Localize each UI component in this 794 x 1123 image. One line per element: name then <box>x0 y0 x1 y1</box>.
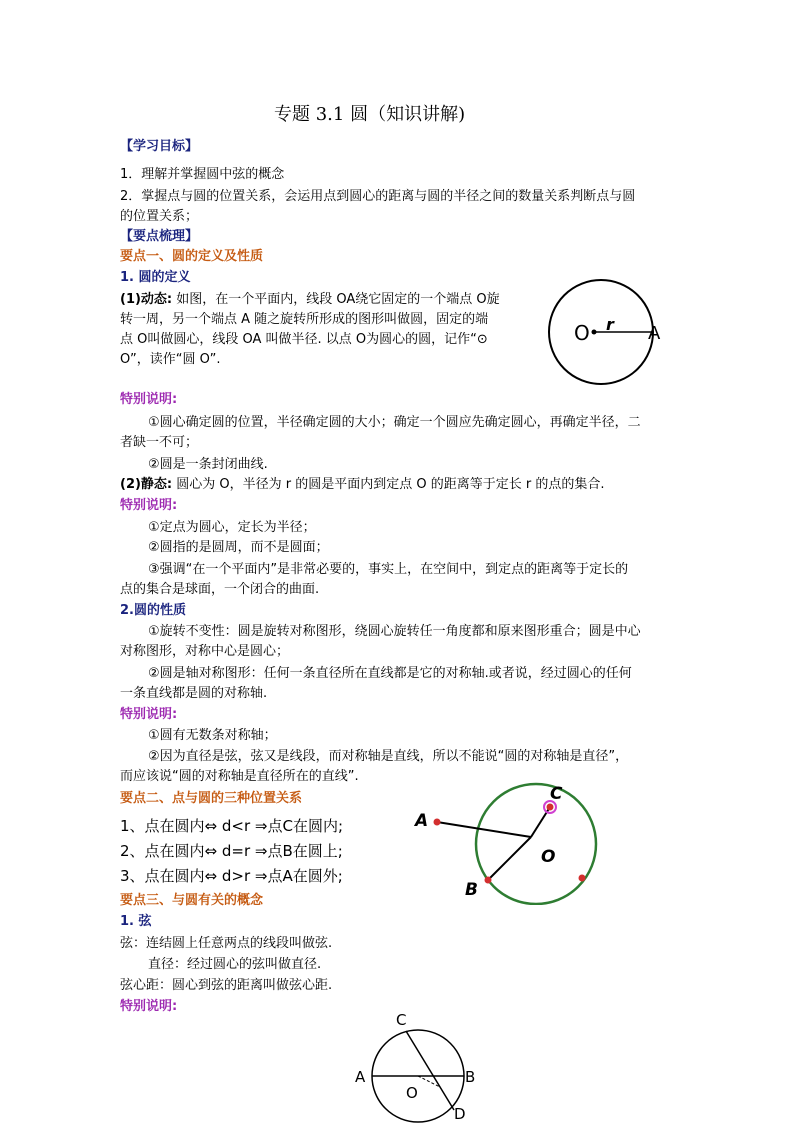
static-line: (2)静态: 圆心为 O，半径为 r 的圆是平面内到定点 O 的距离等于定长 r 的点的集合. <box>120 477 605 492</box>
note-line: 而应该说“圆的对称轴是直径所在的直线”. <box>120 769 359 784</box>
label-a: A <box>415 811 429 831</box>
prop-line: 对称图形，对称中心是圆心； <box>120 644 290 659</box>
note-line: 点的集合是球面，一个闭合的曲面. <box>120 582 320 597</box>
prop-line: ①旋转不变性：圆是旋转对称图形，绕圆心旋转任一角度都和原来图形重合；圆是中心 <box>148 624 641 639</box>
relation-line: 2、点在圆内⇔ d=r ⇒点B在圆上; <box>120 842 343 860</box>
note-label: 特别说明: <box>120 392 178 407</box>
definition-line: 弦心距：圆心到弦的距离叫做弦心距. <box>120 978 333 993</box>
note-label: 特别说明: <box>120 498 178 513</box>
relation-line: 3、点在圆内⇔ d>r ⇒点A在圆外; <box>120 867 343 885</box>
subheading: 1. 弦 <box>120 914 152 929</box>
note-line: ①圆心确定圆的位置，半径确定圆的大小；确定一个圆应先确定圆心，再确定半径，二 <box>148 415 641 430</box>
dynamic-line: (1)动态: 如图，在一个平面内，线段 OA绕它固定的一个端点 O旋 <box>120 292 500 307</box>
point-position-figure <box>405 780 615 905</box>
section-heading: 要点二、点与圆的三种位置关系 <box>120 791 303 806</box>
dynamic-line: 点 O叫做圆心，线段 OA 叫做半径. 以点 O为圆心的圆，记作“⊙ <box>120 332 488 347</box>
note-line: ②圆指的是圆周，而不是圆面； <box>148 540 329 555</box>
definition-line: 弦：连结圆上任意两点的线段叫做弦. <box>120 936 333 951</box>
relation-line: 1、点在圆内⇔ d<r ⇒点C在圆内; <box>120 817 344 835</box>
goal-line: 的位置关系； <box>120 209 199 224</box>
section-heading: 要点三、与圆有关的概念 <box>120 893 264 908</box>
goals-header: 【学习目标】 <box>120 139 199 154</box>
note-line: ①定点为圆心，定长为半径； <box>148 520 316 535</box>
page-title: 专题 3.1 圆（知识讲解) <box>274 104 466 125</box>
prop-line: 一条直线都是圆的对称轴. <box>120 686 268 701</box>
outline-header: 【要点梳理】 <box>120 229 199 244</box>
label-o: O <box>541 847 556 867</box>
note-line: ①圆有无数条对称轴； <box>148 728 277 743</box>
label-d: D <box>454 1105 466 1123</box>
label-b: B <box>465 880 478 900</box>
circle-figure-1 <box>530 278 680 388</box>
label-c: C <box>550 784 563 804</box>
label-a: A <box>355 1068 366 1086</box>
note-line: ②圆是一条封闭曲线. <box>148 457 268 472</box>
label-o: O <box>574 321 590 345</box>
goal-line: 1．理解并掌握圆中弦的概念 <box>120 167 285 182</box>
goal-line: 2．掌握点与圆的位置关系，会运用点到圆心的距离与圆的半径之间的数量关系判断点与圆 <box>120 189 636 204</box>
label-c: C <box>396 1011 407 1029</box>
label-r: r <box>606 315 614 334</box>
section-heading: 要点一、圆的定义及性质 <box>120 249 264 264</box>
note-label: 特别说明: <box>120 707 178 722</box>
label-b: B <box>465 1068 476 1086</box>
subheading: 2.圆的性质 <box>120 603 186 618</box>
definition-line: 直径：经过圆心的弦叫做直径. <box>148 957 322 972</box>
chord-figure <box>350 1005 490 1123</box>
label-o: O <box>406 1084 418 1102</box>
note-line: ②因为直径是弦，弦又是线段，而对称轴是直线，所以不能说“圆的对称轴是直径”， <box>148 749 629 764</box>
note-label: 特别说明: <box>120 999 178 1014</box>
dynamic-line: O”，读作“圆 O”. <box>120 352 221 367</box>
note-line: ③强调“在一个平面内”是非常必要的，事实上，在空间中，到定点的距离等于定长的 <box>148 562 629 577</box>
dynamic-line: 转一周，另一个端点 A 随之旋转所形成的图形叫做圆，固定的端 <box>120 312 489 327</box>
prop-line: ②圆是轴对称图形：任何一条直径所在直线都是它的对称轴.或者说，经过圆心的任何 <box>148 666 632 681</box>
note-line: 者缺一不可； <box>120 435 199 450</box>
subheading: 1. 圆的定义 <box>120 270 191 285</box>
label-a: A <box>648 323 661 344</box>
